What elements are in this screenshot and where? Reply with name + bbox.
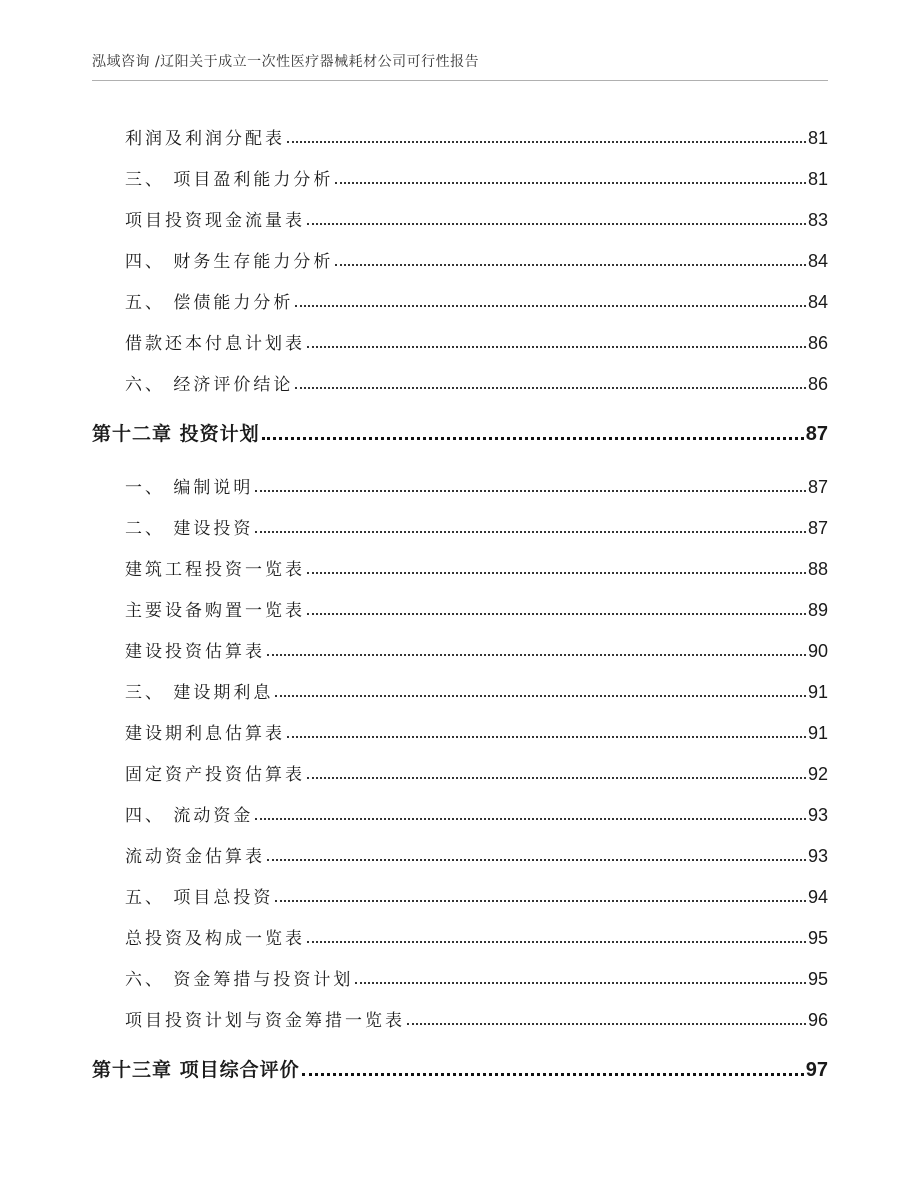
toc-entry-title: 四、 流动资金 bbox=[125, 806, 254, 826]
toc-entry-title: 借款还本付息计划表 bbox=[125, 334, 305, 354]
toc-leader-dots bbox=[307, 223, 806, 225]
toc-entry-title: 三、 项目盈利能力分析 bbox=[125, 170, 334, 190]
toc-entry-title: 项目投资现金流量表 bbox=[125, 211, 305, 231]
toc-entry[interactable] bbox=[92, 162, 828, 190]
toc-leader-dots bbox=[302, 1073, 804, 1076]
toc-entry-title: 流动资金估算表 bbox=[125, 847, 265, 867]
toc-entry-title: 项目投资计划与资金筹措一览表 bbox=[125, 1011, 405, 1031]
toc-chapter-entry[interactable] bbox=[92, 418, 828, 446]
toc-entry-page: 89 bbox=[807, 600, 828, 620]
toc-entry-title: 五、 项目总投资 bbox=[125, 888, 274, 908]
toc-leader-dots bbox=[307, 572, 806, 574]
toc-entry-page: 94 bbox=[807, 887, 828, 907]
toc-entry-page: 91 bbox=[807, 723, 828, 743]
toc-entry-title: 主要设备购置一览表 bbox=[125, 601, 305, 621]
toc-chapter-title: 第十二章 投资计划 bbox=[92, 423, 260, 445]
toc-leader-dots bbox=[267, 654, 806, 656]
toc-entry[interactable] bbox=[92, 675, 828, 703]
toc-entry-title: 一、 编制说明 bbox=[125, 478, 254, 498]
toc-entry-title: 二、 建设投资 bbox=[125, 519, 254, 539]
toc-chapter-entry[interactable] bbox=[92, 1054, 828, 1082]
toc-entry[interactable] bbox=[92, 511, 828, 539]
toc-entry[interactable] bbox=[92, 470, 828, 498]
toc-chapter-title: 第十三章 项目综合评价 bbox=[92, 1059, 300, 1081]
toc-chapter-page: 97 bbox=[805, 1059, 828, 1081]
toc-entry-page: 90 bbox=[807, 641, 828, 661]
toc-entry[interactable] bbox=[92, 285, 828, 313]
toc-leader-dots bbox=[307, 777, 806, 779]
toc-entry[interactable] bbox=[92, 839, 828, 867]
toc-entry-title: 六、 资金筹措与投资计划 bbox=[125, 970, 354, 990]
toc-leader-dots bbox=[307, 346, 806, 348]
toc-entry[interactable] bbox=[92, 634, 828, 662]
toc-entry-page: 88 bbox=[807, 559, 828, 579]
toc-leader-dots bbox=[287, 141, 806, 143]
toc-leader-dots bbox=[287, 736, 806, 738]
toc-leader-dots bbox=[295, 305, 806, 307]
toc-entry[interactable] bbox=[92, 552, 828, 580]
toc-entry-title: 建设投资估算表 bbox=[125, 642, 265, 662]
toc-leader-dots bbox=[295, 387, 806, 389]
toc-leader-dots bbox=[267, 859, 806, 861]
toc-entry-page: 81 bbox=[807, 169, 828, 189]
toc-entry[interactable] bbox=[92, 121, 828, 149]
page-header bbox=[92, 52, 828, 81]
toc-entry[interactable] bbox=[92, 921, 828, 949]
toc-entry-title: 建设期利息估算表 bbox=[125, 724, 285, 744]
toc-leader-dots bbox=[275, 900, 806, 902]
toc-entry[interactable] bbox=[92, 798, 828, 826]
toc-entry[interactable] bbox=[92, 1003, 828, 1031]
toc-entry-page: 87 bbox=[807, 518, 828, 538]
toc-entry-title: 四、 财务生存能力分析 bbox=[125, 252, 334, 272]
toc-entry[interactable] bbox=[92, 326, 828, 354]
toc-entry-page: 84 bbox=[807, 251, 828, 271]
toc-leader-dots bbox=[255, 818, 806, 820]
toc-leader-dots bbox=[255, 531, 806, 533]
toc-entry-page: 95 bbox=[807, 928, 828, 948]
toc-entry-title: 五、 偿债能力分析 bbox=[125, 293, 294, 313]
header-text: 泓域咨询 /辽阳关于成立一次性医疗器械耗材公司可行性报告 bbox=[92, 54, 480, 70]
toc-leader-dots bbox=[255, 490, 806, 492]
toc-leader-dots bbox=[335, 182, 806, 184]
toc-entry-title: 总投资及构成一览表 bbox=[125, 929, 305, 949]
toc-entry-page: 86 bbox=[807, 333, 828, 353]
toc-entry-title: 三、 建设期利息 bbox=[125, 683, 274, 703]
toc-entry[interactable] bbox=[92, 367, 828, 395]
toc-entry-page: 87 bbox=[807, 477, 828, 497]
toc-entry-title: 固定资产投资估算表 bbox=[125, 765, 305, 785]
toc-entry-page: 81 bbox=[807, 128, 828, 148]
toc-leader-dots bbox=[307, 941, 806, 943]
toc-leader-dots bbox=[307, 613, 806, 615]
toc-entry[interactable] bbox=[92, 593, 828, 621]
toc-entry-page: 86 bbox=[807, 374, 828, 394]
toc-entry[interactable] bbox=[92, 880, 828, 908]
toc-entry-page: 83 bbox=[807, 210, 828, 230]
toc-entry-page: 93 bbox=[807, 805, 828, 825]
toc-leader-dots bbox=[355, 982, 806, 984]
toc-entry-title: 利润及利润分配表 bbox=[125, 129, 285, 149]
toc-entry-title: 建筑工程投资一览表 bbox=[125, 560, 305, 580]
toc-entry-page: 92 bbox=[807, 764, 828, 784]
toc-entry[interactable] bbox=[92, 962, 828, 990]
toc-leader-dots bbox=[407, 1023, 806, 1025]
toc-chapter-page: 87 bbox=[805, 423, 828, 445]
toc-entry-page: 84 bbox=[807, 292, 828, 312]
toc-entry-page: 93 bbox=[807, 846, 828, 866]
toc-entry-page: 96 bbox=[807, 1010, 828, 1030]
toc-entry-page: 95 bbox=[807, 969, 828, 989]
toc-leader-dots bbox=[335, 264, 806, 266]
toc-entry[interactable] bbox=[92, 203, 828, 231]
toc-entry-page: 91 bbox=[807, 682, 828, 702]
toc-entry[interactable] bbox=[92, 244, 828, 272]
toc-leader-dots bbox=[262, 437, 804, 440]
toc-leader-dots bbox=[275, 695, 806, 697]
toc-entry-title: 六、 经济评价结论 bbox=[125, 375, 294, 395]
toc-entry[interactable] bbox=[92, 716, 828, 744]
toc-entry[interactable] bbox=[92, 757, 828, 785]
